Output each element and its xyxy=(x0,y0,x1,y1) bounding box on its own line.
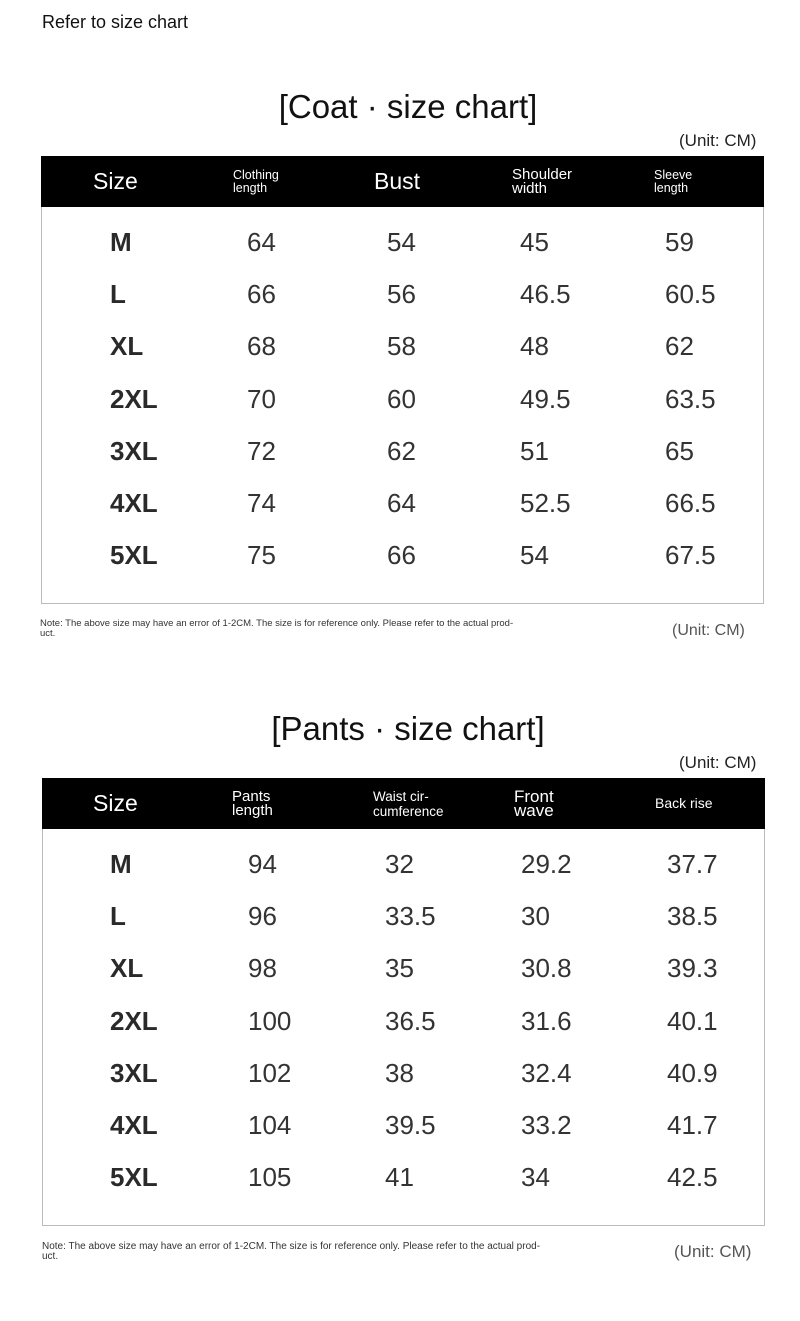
size-label: 3XL xyxy=(110,435,158,466)
pants-header-pants-length xyxy=(232,778,273,829)
coat-note-line2: uct. xyxy=(40,628,56,639)
measurement-value: 70 xyxy=(247,383,276,414)
measurement-value: 40.9 xyxy=(667,1057,718,1088)
measurement-value: 31.6 xyxy=(521,1005,572,1036)
measurement-value: 64 xyxy=(387,488,416,518)
pants-note xyxy=(42,1242,612,1262)
measurement-value: 54 xyxy=(387,227,416,257)
coat-table-header xyxy=(41,156,764,207)
measurement-value: 62 xyxy=(665,331,694,362)
measurement-value: 30 xyxy=(521,901,550,932)
size-label: L xyxy=(110,279,126,310)
size-label: 4XL xyxy=(110,488,158,518)
measurement-value: 38 xyxy=(385,1057,414,1088)
pants-header-size: Size xyxy=(93,790,138,816)
pants-header-front-wave-line2: wave xyxy=(514,800,554,820)
measurement-value: 34 xyxy=(521,1162,550,1193)
coat-header-size: Size xyxy=(93,168,138,194)
pants-header-pants-length-line1: Pants xyxy=(232,787,271,805)
measurement-value: 52.5 xyxy=(520,488,571,518)
size-label: 4XL xyxy=(110,1110,158,1140)
measurement-value: 33.2 xyxy=(521,1110,572,1140)
size-label: XL xyxy=(110,953,144,984)
size-label: XL xyxy=(110,331,144,362)
measurement-value: 41.7 xyxy=(667,1110,718,1140)
measurement-value: 75 xyxy=(247,540,276,571)
pants-header-front-wave xyxy=(514,778,554,829)
pants-title: [Pants · size chart] xyxy=(271,710,545,747)
coat-header-sleeve-length-line1: Sleeve xyxy=(654,167,693,182)
coat-header-sleeve-length-line2: length xyxy=(654,180,689,195)
pants-unit-top: (Unit: CM) xyxy=(679,753,757,772)
top-note: Refer to size chart xyxy=(42,12,189,32)
pants-note-line2: uct. xyxy=(42,1251,59,1262)
coat-header-clothing-length xyxy=(233,156,279,207)
coat-header-clothing-length-line2: length xyxy=(233,180,268,195)
size-label: 5XL xyxy=(110,540,158,571)
pants-size-table xyxy=(42,778,765,1226)
measurement-value: 64 xyxy=(247,227,276,257)
coat-header-clothing-length-line1: Clothing xyxy=(233,167,279,182)
coat-unit-bottom: (Unit: CM) xyxy=(672,622,745,639)
measurement-value: 32.4 xyxy=(521,1057,572,1088)
measurement-value: 39.5 xyxy=(385,1110,436,1140)
measurement-value: 40.1 xyxy=(667,1005,718,1036)
measurement-value: 46.5 xyxy=(520,279,571,310)
pants-header-waist-line2: cumference xyxy=(373,803,444,819)
measurement-value: 58 xyxy=(387,331,416,362)
pants-header-waist-circumference xyxy=(373,778,444,829)
measurement-value: 62 xyxy=(387,435,416,466)
measurement-value: 56 xyxy=(387,279,416,310)
coat-title: [Coat · size chart] xyxy=(278,88,538,125)
measurement-value: 51 xyxy=(520,435,549,466)
measurement-value: 35 xyxy=(385,953,414,984)
measurement-value: 60.5 xyxy=(665,279,716,310)
measurement-value: 68 xyxy=(247,331,276,362)
measurement-value: 66.5 xyxy=(665,488,716,518)
measurement-value: 32 xyxy=(385,849,414,879)
measurement-value: 66 xyxy=(387,540,416,571)
measurement-value: 98 xyxy=(248,953,277,984)
measurement-value: 104 xyxy=(248,1110,292,1140)
pants-header-back-rise: Back rise xyxy=(655,795,713,811)
size-label: 3XL xyxy=(110,1057,158,1088)
coat-header-bust: Bust xyxy=(374,168,421,194)
measurement-value: 45 xyxy=(520,227,549,257)
measurement-value: 59 xyxy=(665,227,694,257)
size-label: L xyxy=(110,901,126,932)
measurement-value: 63.5 xyxy=(665,383,716,414)
coat-size-table xyxy=(41,156,764,604)
measurement-value: 39.3 xyxy=(667,953,718,984)
measurement-value: 60 xyxy=(387,383,416,414)
measurement-value: 105 xyxy=(248,1162,292,1193)
measurement-value: 49.5 xyxy=(520,383,571,414)
measurement-value: 29.2 xyxy=(521,849,572,879)
measurement-value: 96 xyxy=(248,901,277,932)
measurement-value: 66 xyxy=(247,279,276,310)
measurement-value: 42.5 xyxy=(667,1162,718,1193)
pants-unit-bottom: (Unit: CM) xyxy=(674,1242,752,1261)
coat-note xyxy=(40,619,600,639)
pants-table-header xyxy=(42,778,765,829)
measurement-value: 67.5 xyxy=(665,540,716,571)
measurement-value: 74 xyxy=(247,488,276,518)
coat-header-shoulder-width-line2: width xyxy=(512,179,548,197)
measurement-value: 38.5 xyxy=(667,901,718,932)
measurement-value: 37.7 xyxy=(667,849,718,879)
coat-note-line1: Note: The above size may have an error of 1-2CM. The size is for reference only. Please refer to the actual prod- xyxy=(40,618,514,629)
measurement-value: 102 xyxy=(248,1057,292,1088)
coat-header-shoulder-width-line1: Shoulder xyxy=(512,165,573,183)
measurement-value: 100 xyxy=(248,1005,292,1036)
size-label: M xyxy=(110,227,132,257)
coat-header-shoulder-width xyxy=(512,156,572,207)
pants-note-line1: Note: The above size may have an error of 1-2CM. The size is for reference only. Please refer to the actual prod- xyxy=(42,1241,541,1252)
size-label: 5XL xyxy=(110,1162,158,1193)
measurement-value: 54 xyxy=(520,540,549,571)
measurement-value: 41 xyxy=(385,1162,414,1193)
measurement-value: 65 xyxy=(665,435,694,466)
coat-unit-top: (Unit: CM) xyxy=(679,131,757,150)
measurement-value: 33.5 xyxy=(385,901,436,932)
size-label: 2XL xyxy=(110,1005,158,1036)
pants-header-pants-length-line2: length xyxy=(232,801,273,819)
coat-header-sleeve-length xyxy=(654,156,692,207)
measurement-value: 30.8 xyxy=(521,953,572,984)
measurement-value: 48 xyxy=(520,331,549,362)
pants-header-front-wave-line1: Front xyxy=(514,786,554,806)
size-label: M xyxy=(110,849,132,879)
measurement-value: 72 xyxy=(247,435,276,466)
measurement-value: 94 xyxy=(248,849,277,879)
pants-header-waist-line1: Waist cir- xyxy=(373,788,429,804)
measurement-value: 36.5 xyxy=(385,1005,436,1036)
size-label: 2XL xyxy=(110,383,158,414)
